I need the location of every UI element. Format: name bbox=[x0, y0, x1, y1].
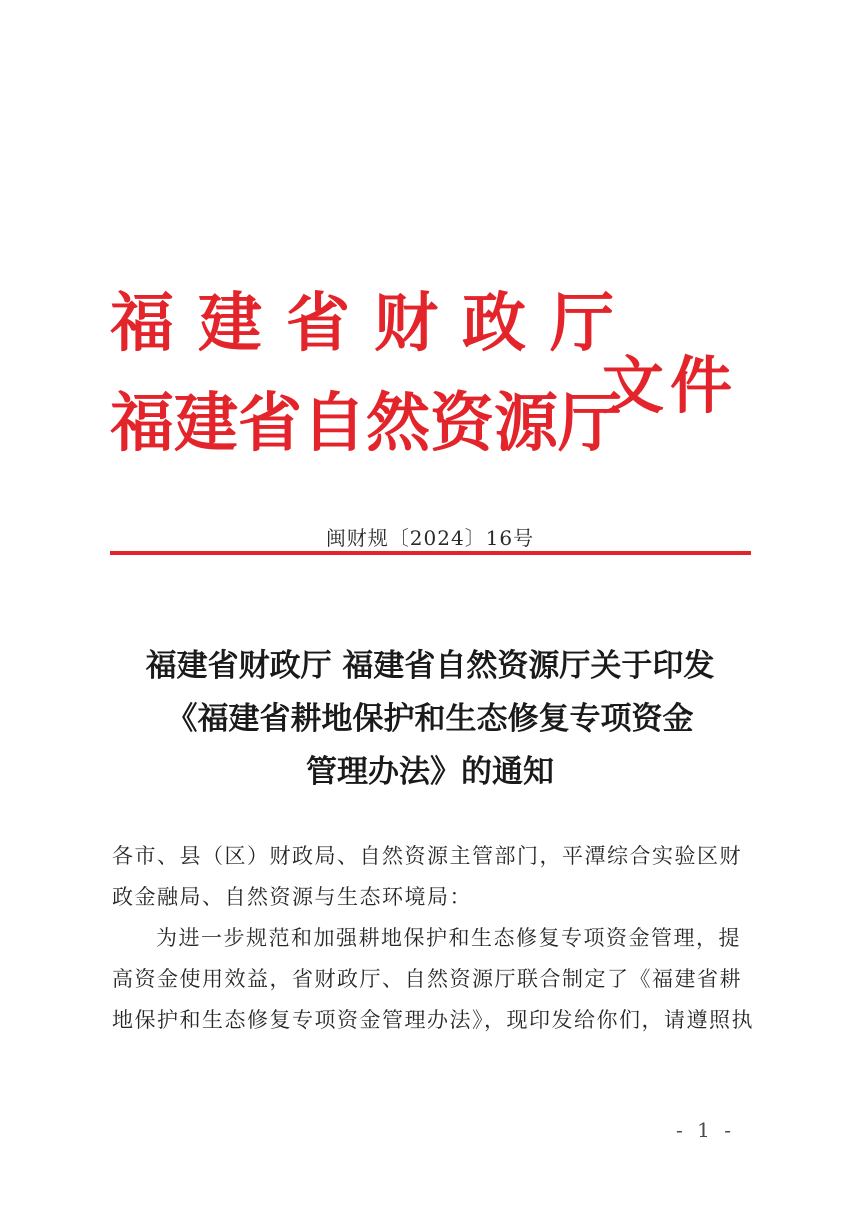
issuer-finance-department: 福建省财政厅 bbox=[110, 287, 638, 361]
paragraph-line-3: 地保护和生态修复专项资金管理办法》，现印发给你们，请遵照执 bbox=[112, 1008, 754, 1032]
title-line-1: 福建省财政厅 福建省自然资源厅关于印发 bbox=[145, 648, 715, 684]
salutation-line-1: 各市、县（区）财政局、自然资源主管部门，平潭综合实验区财 bbox=[112, 844, 742, 868]
paragraph-line-2: 高资金使用效益，省财政厅、自然资源厅联合制定了《福建省耕 bbox=[112, 967, 742, 991]
document-type-label: 文件 bbox=[602, 349, 739, 422]
issuer-natural-resources-department: 福建省自然资源厅 bbox=[110, 387, 622, 461]
red-separator-rule bbox=[110, 551, 751, 555]
salutation-line-2: 政金融局、自然资源与生态环境局： bbox=[112, 885, 472, 909]
document-title bbox=[80, 640, 780, 799]
salutation bbox=[112, 836, 760, 918]
document-header bbox=[0, 0, 860, 480]
title-line-2: 《福建省耕地保护和生态修复专项资金 bbox=[166, 701, 694, 737]
paragraph-line-1: 为进一步规范和加强耕地保护和生态修复专项资金管理，提 bbox=[156, 926, 741, 950]
title-line-3: 管理办法》的通知 bbox=[306, 754, 554, 790]
page-number: - 1 - bbox=[676, 1118, 735, 1142]
body-paragraph bbox=[112, 918, 760, 1041]
document-number: 闽财规〔2024〕16号 bbox=[325, 526, 535, 550]
